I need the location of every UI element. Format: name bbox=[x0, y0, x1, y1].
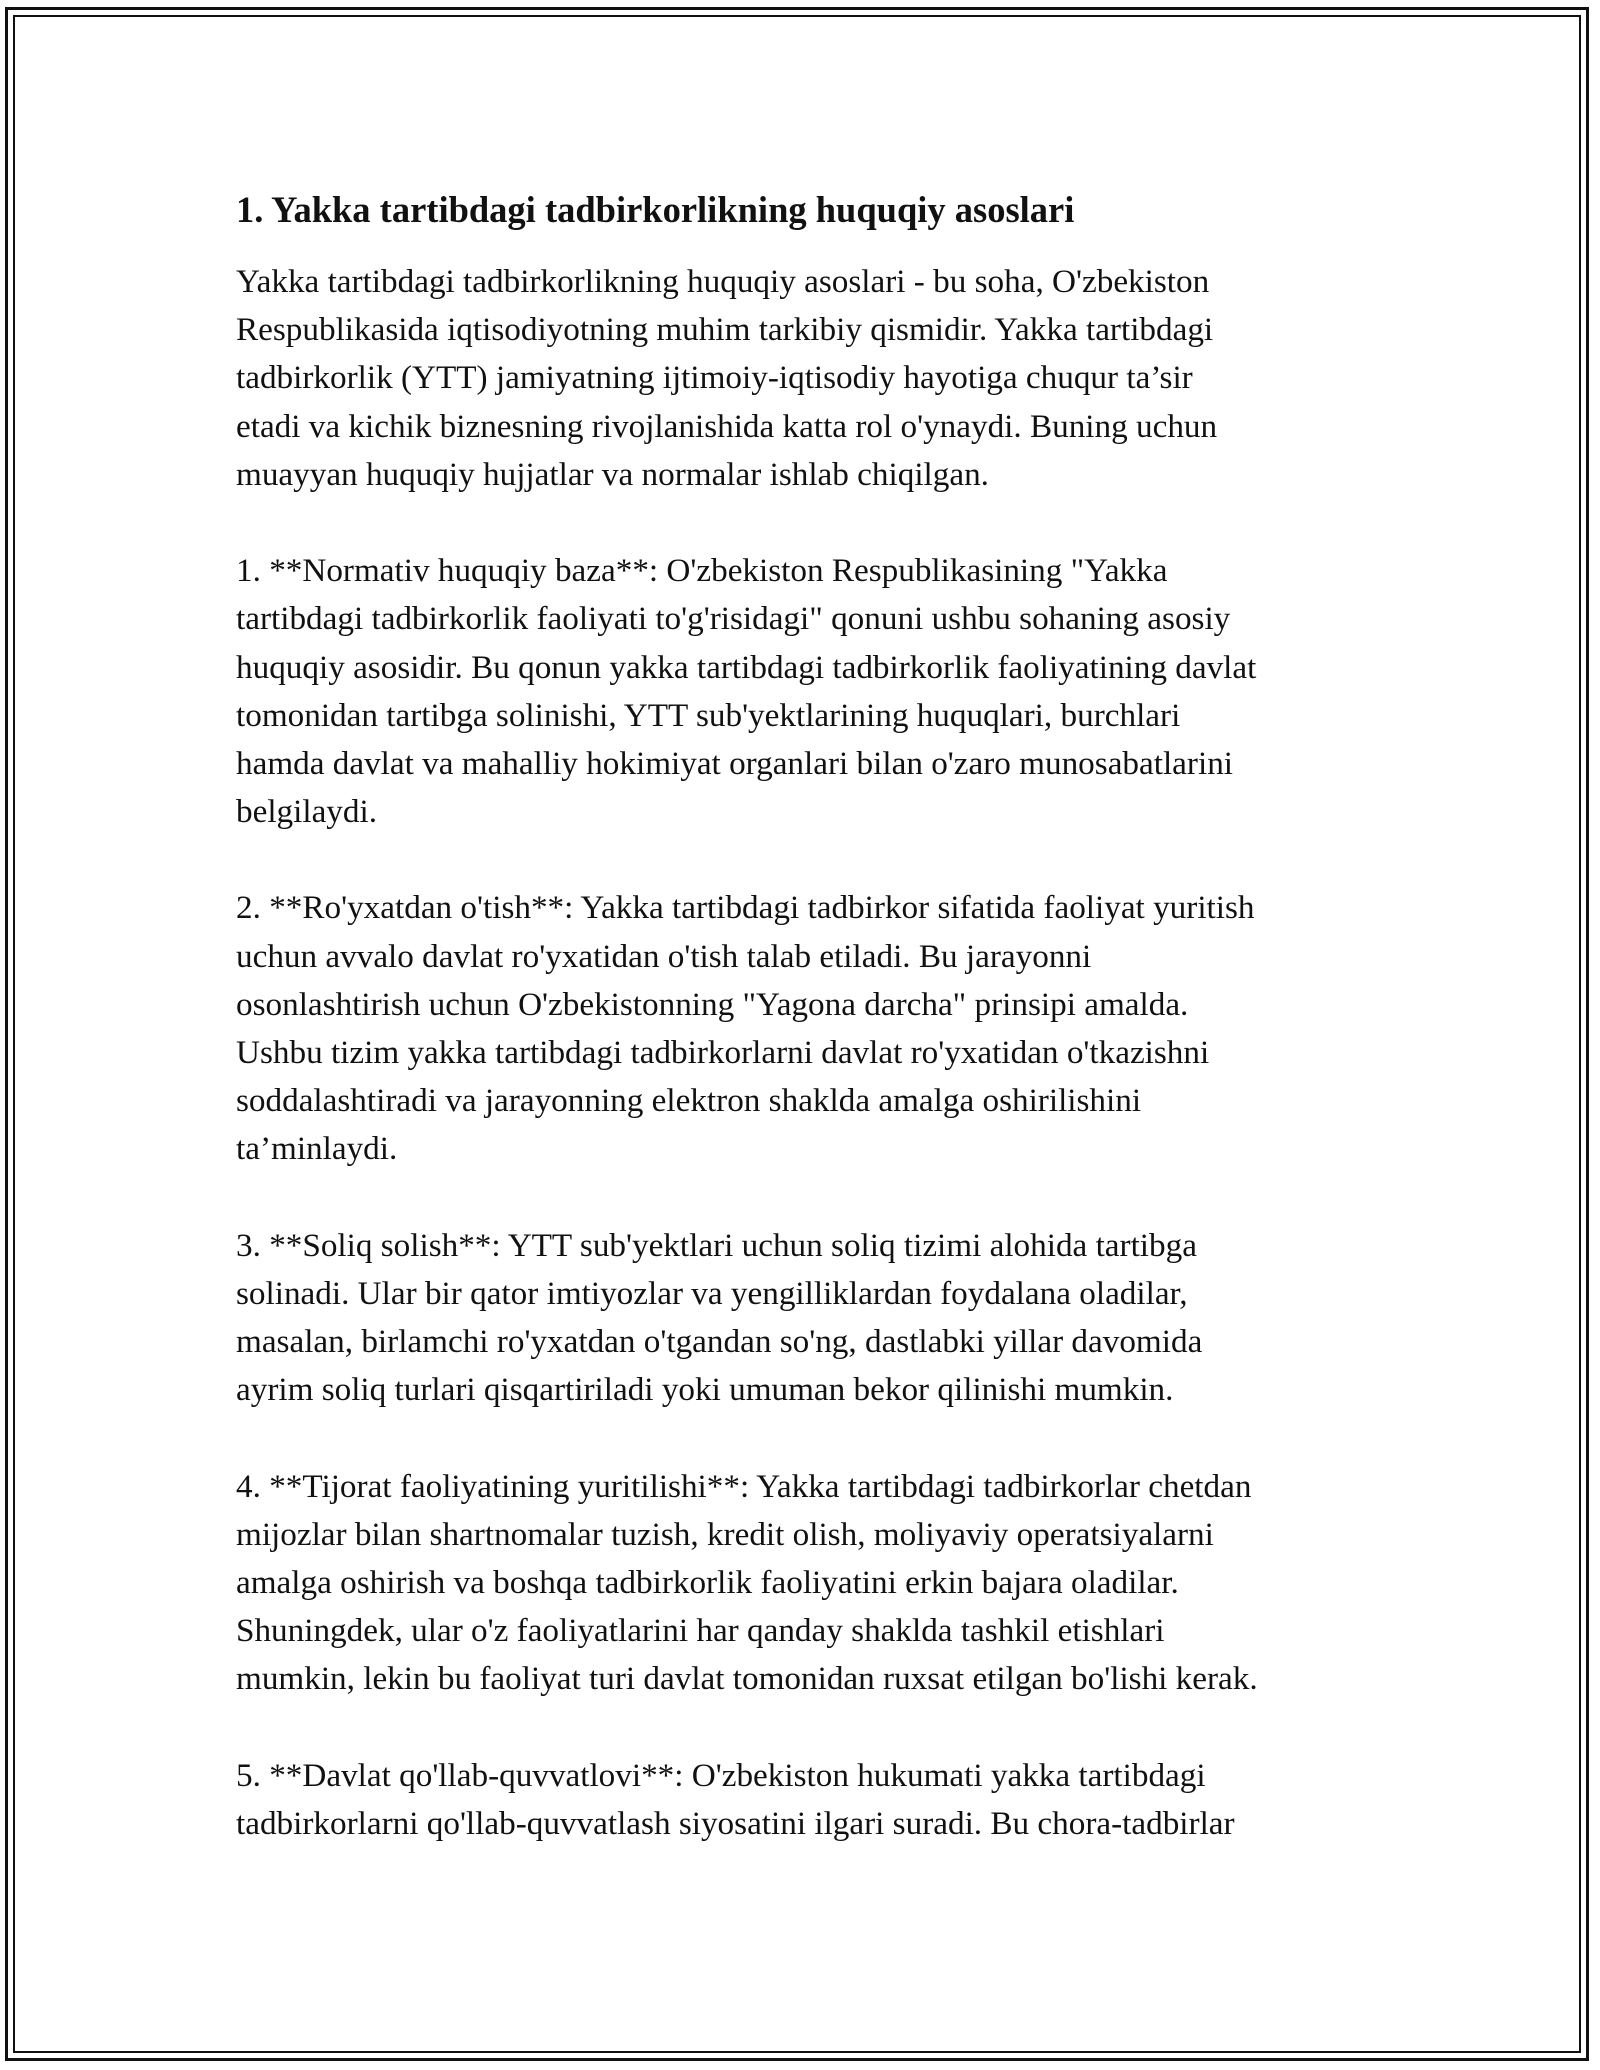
document-heading: 1. Yakka tartibdagi tadbirkorlikning huquqiy asoslari bbox=[236, 189, 1075, 230]
paragraph-line: belgilaydi. bbox=[236, 793, 378, 831]
paragraph-line: hamda davlat va mahalliy hokimiyat organlari bilan o'zaro munosabatlarini bbox=[236, 744, 1234, 782]
paragraph-intro bbox=[236, 258, 1376, 499]
paragraph-line: 5. **Davlat qo'llab-quvvatlovi**: O'zbekiston hukumati yakka tartibdagi bbox=[236, 1756, 1206, 1794]
document-body bbox=[236, 186, 1376, 1848]
paragraph-line: 1. **Normativ huquqiy baza**: O'zbekiston Respublikasining "Yakka bbox=[236, 552, 1168, 590]
paragraph-line: soddalashtiradi va jarayonning elektron shaklda amalga oshirilishini bbox=[236, 1082, 1142, 1120]
paragraph-item-1 bbox=[236, 547, 1376, 836]
paragraph-line: Ushbu tizim yakka tartibdagi tadbirkorlarni davlat ro'yxatidan o'tkazishni bbox=[236, 1034, 1210, 1071]
paragraph-line: amalga oshirish va boshqa tadbirkorlik faoliyatini erkin bajara oladilar. bbox=[236, 1564, 1179, 1602]
paragraph-item-5 bbox=[236, 1752, 1376, 1848]
paragraph-item-3 bbox=[236, 1222, 1376, 1415]
paragraph-line: masalan, birlamchi ro'yxatdan o'tgandan so'ng, dastlabki yillar davomida bbox=[236, 1323, 1203, 1361]
paragraph-line: etadi va kichik biznesning rivojlanishida katta rol o'ynaydi. Buning uchun bbox=[236, 407, 1218, 445]
paragraph-line: muayyan huquqiy hujjatlar va normalar ishlab chiqilgan. bbox=[236, 455, 989, 493]
paragraph-item-2 bbox=[236, 884, 1376, 1173]
paragraph-line: Shuningdek, ular o'z faoliyatlarini har qanday shaklda tashkil etishlari bbox=[236, 1612, 1165, 1650]
paragraph-line: Respublikasida iqtisodiyotning muhim tarkibiy qismidir. Yakka tartibdagi bbox=[236, 311, 1214, 349]
paragraph-line: huquqiy asosidir. Bu qonun yakka tartibdagi tadbirkorlik faoliyatining davlat bbox=[236, 648, 1257, 686]
paragraph-line: 4. **Tijorat faoliyatining yuritilishi**: Yakka tartibdagi tadbirkorlar chetdan bbox=[236, 1467, 1252, 1505]
paragraph-line: ayrim soliq turlari qisqartiriladi yoki umuman bekor qilinishi mumkin. bbox=[236, 1371, 1174, 1409]
paragraph-line: ta’minlaydi. bbox=[236, 1130, 398, 1168]
paragraph-line: tadbirkorlik (YTT) jamiyatning ijtimoiy-iqtisodiy hayotiga chuqur ta’sir bbox=[236, 359, 1193, 397]
paragraph-line: Yakka tartibdagi tadbirkorlikning huquqiy asoslari - bu soha, O'zbekiston bbox=[236, 263, 1210, 300]
paragraph-line: solinadi. Ular bir qator imtiyozlar va yengilliklardan foydalana oladilar, bbox=[236, 1274, 1188, 1312]
paragraph-line: 2. **Ro'yxatdan o'tish**: Yakka tartibdagi tadbirkor sifatida faoliyat yuritish bbox=[236, 889, 1255, 927]
paragraph-line: 3. **Soliq solish**: YTT sub'yektlari uchun soliq tizimi alohida tartibga bbox=[236, 1226, 1197, 1264]
paragraph-line: tadbirkorlarni qo'llab-quvvatlash siyosatini ilgari suradi. Bu chora-tadbirlar bbox=[236, 1805, 1235, 1842]
paragraph-line: uchun avvalo davlat ro'yxatidan o'tish talab etiladi. Bu jarayonni bbox=[236, 937, 1092, 975]
paragraph-line: mijozlar bilan shartnomalar tuzish, kredit olish, moliyaviy operatsiyalarni bbox=[236, 1515, 1214, 1553]
paragraph-line: tomonidan tartibga solinishi, YTT sub'yektlarining huquqlari, burchlari bbox=[236, 696, 1181, 734]
paragraph-line: mumkin, lekin bu faoliyat turi davlat tomonidan ruxsat etilgan bo'lishi kerak. bbox=[236, 1660, 1258, 1698]
paragraph-line: tartibdagi tadbirkorlik faoliyati to'g'risidagi" qonuni ushbu sohaning asosiy bbox=[236, 600, 1231, 638]
paragraph-line: osonlashtirish uchun O'zbekistonning "Yagona darcha" prinsipi amalda. bbox=[236, 985, 1189, 1023]
paragraph-item-4 bbox=[236, 1463, 1376, 1704]
